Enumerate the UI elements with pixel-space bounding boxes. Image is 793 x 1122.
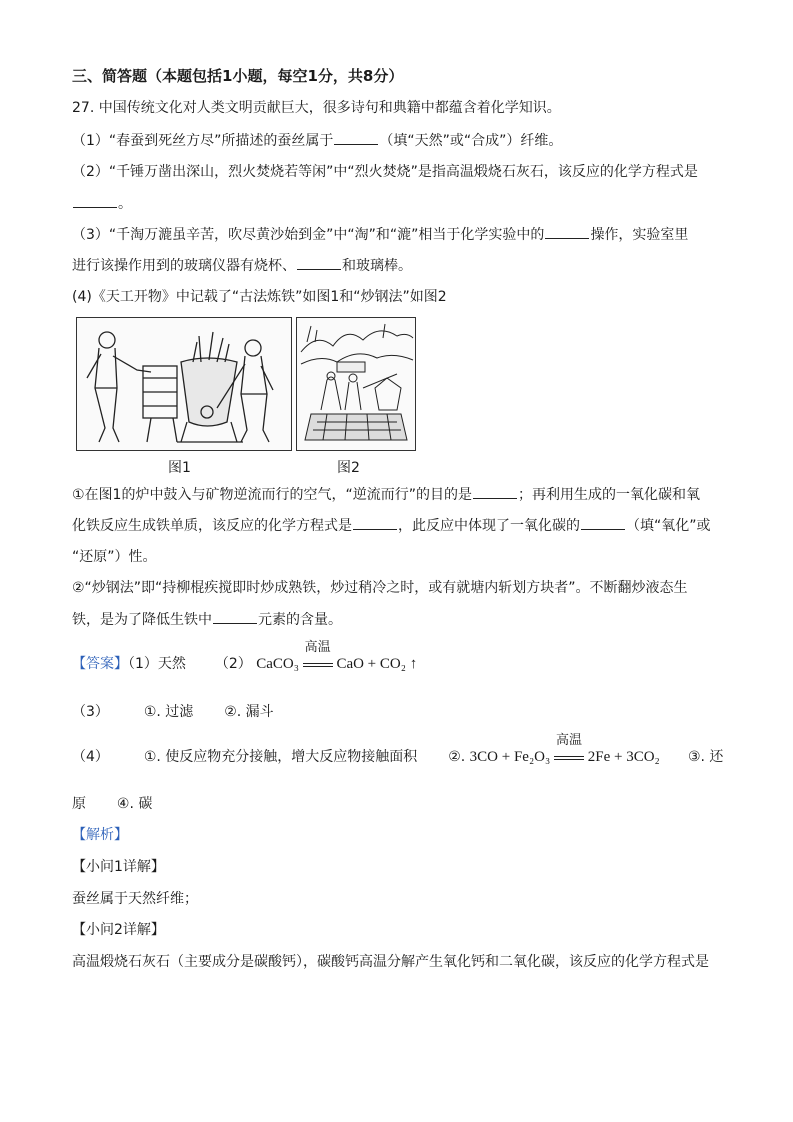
answer-blank [545,224,589,239]
question-3-cont [72,255,412,276]
equation-2 [469,733,664,765]
q4-1-text-d: ，此反应中体现了一氧化碳的 [398,518,580,534]
figure-1-caption: 图1 [168,460,191,476]
q4-1-text-c: 化铁反应生成铁单质，该反应的化学方程式是 [72,518,352,534]
q4-2-text-b: 铁，是为了降低生铁中 [72,612,212,628]
answer-blank [73,193,117,208]
answer-4-4: ④. 碳 [116,796,153,812]
answer-blank [581,515,625,530]
q3-text-c: 进行该操作用到的玻璃仪器有烧杯、 [72,258,296,274]
question-stem: 27. 中国传统文化对人类文明贡献巨大，很多诗句和典籍中都蕴含着化学知识。 [72,100,561,116]
answer-label: 【答案】 [72,656,128,672]
answer-3-label: （3） [72,704,109,720]
answer-3-1: ①. 过滤 [143,704,194,720]
answer-1: （1）天然 [128,656,186,672]
question-4-1-end: “还原”）性。 [72,549,157,565]
answer-4-3: ③. 还 [687,749,724,765]
figure-1-ancient-iron-smelting [76,317,292,451]
figure-2-illustration [297,318,415,450]
q3-text-b: 操作，实验室里 [590,227,689,243]
answer-blank [213,609,257,624]
answer-3-2: ②. 漏斗 [224,704,274,720]
answer-blank [334,130,378,145]
figure-1-illustration [77,318,291,450]
equation-1-condition: 高温 [304,640,331,655]
analysis-sub-1: 【小问1详解】 [72,859,165,875]
answer-blank [297,255,341,270]
q3-text-a: （3）“千淘万漉虽辛苦，吹尽黄沙始到金”中“淘”和“漉”相当于化学实验中的 [72,227,545,243]
question-4-intro: (4)《天工开物》中记载了“古法炼铁”如图1和“炒钢法”如图2 [72,289,447,305]
q4-1-text-a: ①在图1的炉中鼓入与矿物逆流而行的空气，“逆流而行”的目的是 [72,487,472,503]
answer-2-label: （2） [214,656,252,672]
equation-2-right: 2Fe + 3CO₂ [587,749,660,765]
equation-1 [256,640,418,672]
equation-2-condition: 高温 [555,733,582,748]
answer-line-4 [72,733,724,767]
question-4-2-cont [72,609,342,630]
analysis-sub-2-text: 高温煅烧石灰石（主要成分是碳酸钙），碳酸钙高温分解产生氧化钙和二氧化碳，该反应的化学方程式是 [72,954,709,970]
q4-2-text-c: 元素的含量。 [258,612,342,628]
question-4-1-cont [72,515,711,536]
question-4-2: ②“炒钢法”即“持柳棍疾搅即时炒成熟铁，炒过稍冷之时，或有就塘内斩划方块者”。不断翻炒液态生 [72,580,688,596]
q4-1-text-b: ；再利用生成的一氧化碳和氧 [517,487,700,503]
figure-2-stir-fry-steel [296,317,416,451]
answer-blank [353,515,397,530]
answer-4-3-cont: 原 [72,796,86,812]
answer-4-label: （4） [72,749,109,765]
equation-1-right: CaO + CO₂ ↑ [336,656,418,672]
answer-line-1 [72,640,418,674]
q1-text-a: （1）“春蚕到死丝方尽”所描述的蚕丝属于 [72,133,334,149]
answer-4-1: ①. 使反应物充分接触，增大反应物接触面积 [143,749,418,765]
question-2: （2）“千锤万凿出深山，烈火焚烧若等闲”中“烈火焚烧”是指高温煅烧石灰石，该反应的化学方程式是 [72,164,698,180]
q1-text-b: （填“天然”或“合成”）纤维。 [379,133,563,149]
analysis-sub-2: 【小问2详解】 [72,922,165,938]
question-3 [72,224,688,245]
q4-1-text-e: （填“氧化”或 [626,518,711,534]
equation-1-left: CaCO₃ [256,656,299,672]
answer-4-2-label: ②. [448,749,466,765]
answer-line-3 [72,702,274,722]
q3-text-d: 和玻璃棒。 [342,258,412,274]
question-4-1 [72,484,700,505]
q2-text-b: 。 [118,196,132,212]
question-2-cont [72,193,132,214]
answer-blank [473,484,517,499]
question-1 [72,130,562,151]
answer-line-4-cont [72,794,152,814]
analysis-sub-1-text: 蚕丝属于天然纤维； [72,891,198,907]
analysis-label: 【解析】 [72,827,128,843]
equation-2-left: 3CO + Fe₂O₃ [469,749,551,765]
figure-2-caption: 图2 [337,460,360,476]
section-title: 三、简答题（本题包括1小题，每空1分，共8分） [72,67,404,85]
